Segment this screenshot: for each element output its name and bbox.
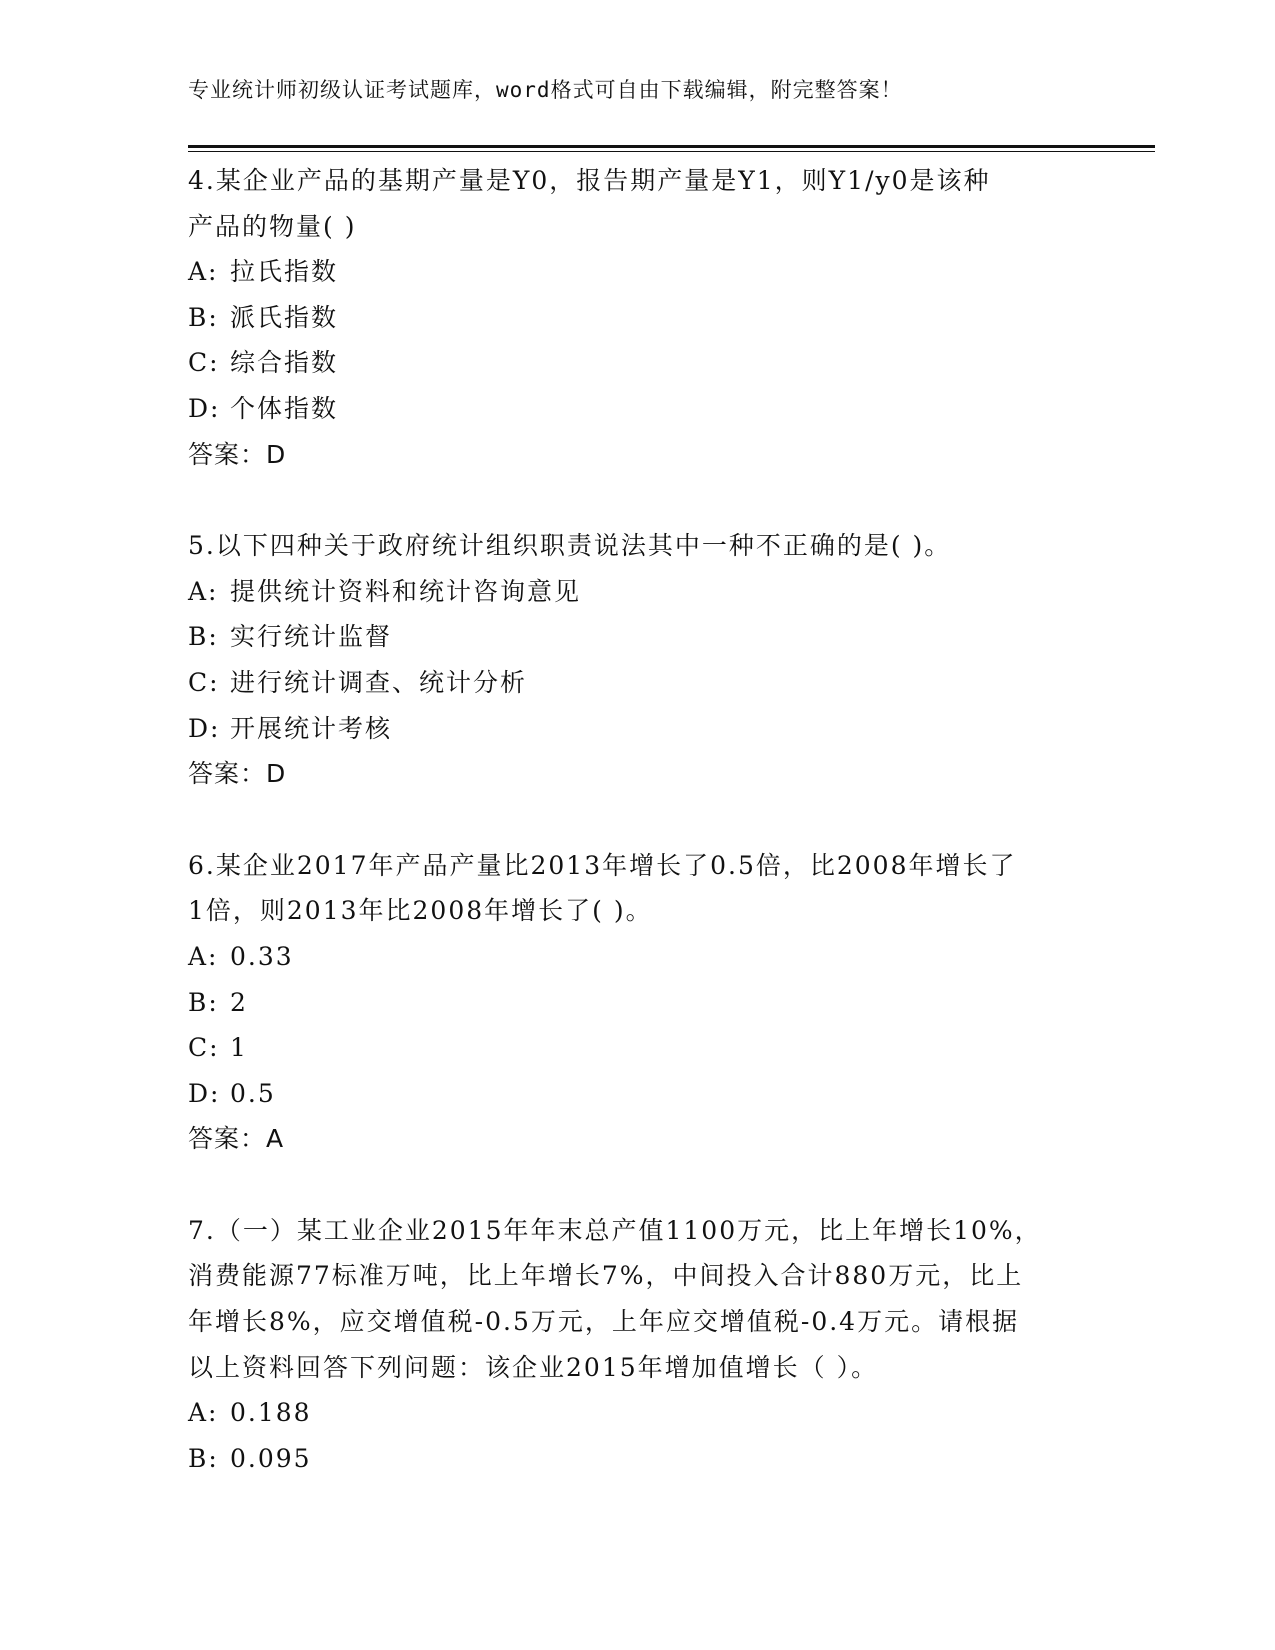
option-letter: B:	[188, 622, 219, 652]
option-row	[188, 980, 1088, 1026]
option-letter: A:	[188, 257, 219, 287]
header-rule-thick	[188, 145, 1155, 148]
option-row	[188, 1390, 1088, 1436]
option-row	[188, 569, 1088, 615]
option-row	[188, 614, 1088, 660]
header-rule-thin	[188, 151, 1155, 152]
option-text: 进行统计调查、统计分析	[230, 667, 528, 697]
question-list	[188, 158, 1088, 1527]
question-stem-line: 年增长8%，应交增值税-0.5万元，上年应交增值税-0.4万元。请根据	[188, 1307, 1020, 1337]
option-letter: B:	[188, 987, 219, 1017]
option-text: 0.33	[230, 941, 294, 971]
option-text: 0.5	[230, 1078, 276, 1108]
answer-line: 答案：A	[188, 1124, 285, 1154]
page-header: 专业统计师初级认证考试题库，word格式可自由下载编辑，附完整答案！	[188, 78, 903, 102]
question-stem-line: 消费能源77标准万吨，比上年增长7%，中间投入合计880万元，比上	[188, 1261, 1024, 1291]
option-row	[188, 295, 1088, 341]
option-row	[188, 1025, 1088, 1071]
option-row	[188, 934, 1088, 980]
option-text: 提供统计资料和统计咨询意见	[230, 576, 582, 606]
question-block	[188, 158, 1088, 477]
option-text: 拉氏指数	[230, 257, 339, 287]
option-letter: D:	[188, 1078, 221, 1108]
option-letter: C:	[188, 348, 220, 378]
answer-line: 答案：D	[188, 759, 287, 789]
option-text: 1	[230, 1033, 248, 1063]
option-row	[188, 660, 1088, 706]
question-stem-line: 4.某企业产品的基期产量是Y0，报告期产量是Y1，则Y1/y0是该种	[188, 166, 991, 195]
option-row	[188, 1071, 1088, 1117]
question-stem-line: 5.以下四种关于政府统计组织职责说法其中一种不正确的是( )。	[188, 531, 952, 561]
question-stem-line: 以上资料回答下列问题：该企业2015年增加值增长（ ）。	[188, 1352, 879, 1382]
option-row	[188, 1436, 1088, 1482]
option-letter: A:	[188, 576, 219, 606]
option-row	[188, 340, 1088, 386]
question-block	[188, 843, 1088, 1162]
question-block	[188, 523, 1088, 797]
option-letter: D:	[188, 713, 221, 743]
option-letter: B:	[188, 302, 219, 332]
option-row	[188, 706, 1088, 752]
answer-line: 答案：D	[188, 439, 287, 469]
option-text: 0.188	[230, 1398, 312, 1428]
option-text: 0.095	[230, 1443, 312, 1473]
option-row	[188, 386, 1088, 432]
question-block	[188, 1208, 1088, 1482]
question-stem-line: 产品的物量( )	[188, 211, 357, 241]
option-letter: A:	[188, 941, 219, 971]
option-letter: A:	[188, 1398, 219, 1428]
question-stem-line: 6.某企业2017年产品产量比2013年增长了0.5倍，比2008年增长了	[188, 850, 1017, 880]
option-row	[188, 249, 1088, 295]
option-letter: D:	[188, 393, 221, 423]
option-text: 个体指数	[230, 393, 339, 423]
question-stem-line: 1倍，则2013年比2008年增长了( )。	[188, 896, 653, 926]
option-text: 派氏指数	[230, 302, 339, 332]
option-text: 综合指数	[230, 348, 339, 378]
question-stem-line: 7.（一）某工业企业2015年年末总产值1100万元，比上年增长10%，	[188, 1215, 1042, 1245]
option-letter: C:	[188, 1033, 220, 1063]
option-letter: B:	[188, 1443, 219, 1473]
option-text: 开展统计考核	[230, 713, 393, 743]
option-letter: C:	[188, 667, 220, 697]
option-text: 2	[230, 987, 248, 1017]
option-text: 实行统计监督	[230, 622, 393, 652]
